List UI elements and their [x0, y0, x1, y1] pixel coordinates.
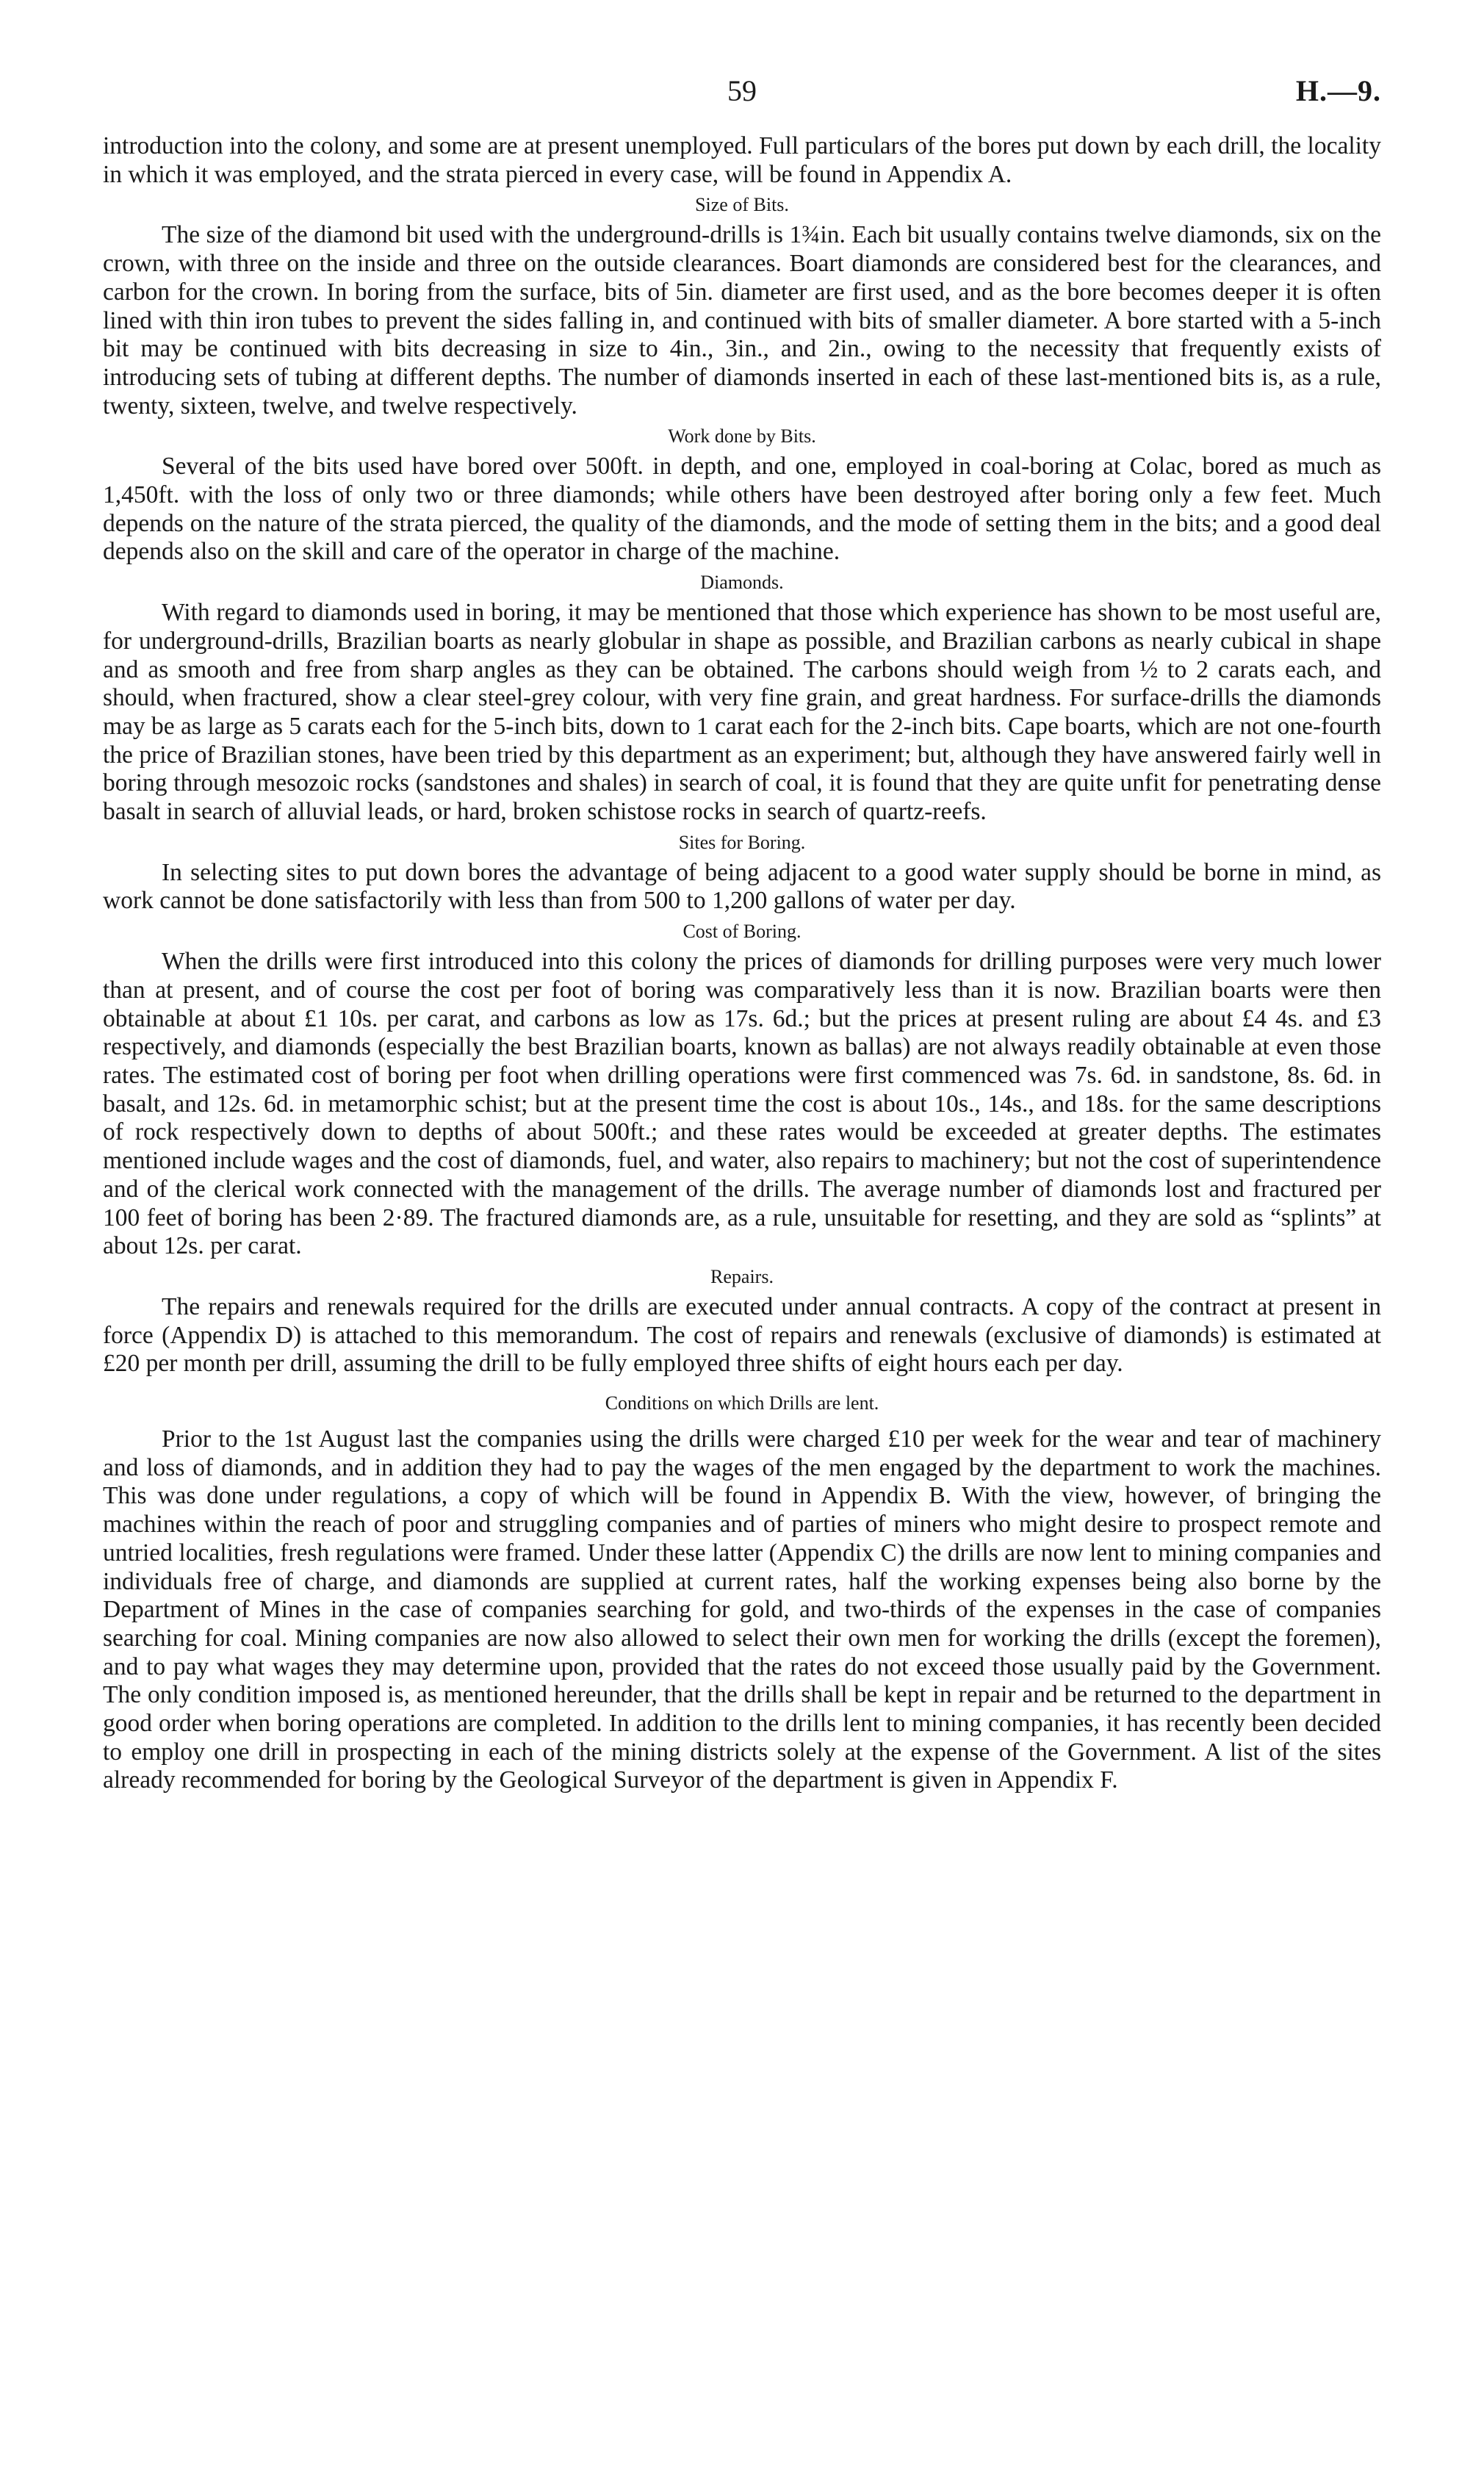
section-body: The repairs and renewals required for the drills are executed under annual contracts. A copy of the contract at present in force (Appendix D) is attached to this memorandum. The cost of repairs and renewals (exclusive of diamonds) is estimated at £20 per month per drill, assuming the drill to be fully employed three shifts of eight hours each per day. [103, 1292, 1381, 1378]
section-body: Several of the bits used have bored over 500ft. in depth, and one, employed in coal-boring at Colac, bored as much as 1,450ft. with the loss of only two or three diamonds; while others have been destroyed after boring only a few feet. Much depends on the nature of the strata pierced, the quality of the diamonds, and the mode of setting them in the bits; and a good deal depends also on the skill and care of the operator in charge of the machine. [103, 453, 1381, 566]
section-body: The size of the diamond bit used with the underground-drills is 1¾in. Each bit usually contains twelve diamonds, six on the crown, with three on the inside and three on the outside clearances. Boart diamonds are considered best for the clearances, and carbon for the crown. In boring from the surface, bits of 5in. diameter are first used, and as the bore becomes deeper it is often lined with thin iron tubes to prevent the sides falling in, and continued with bits of smaller diameter. A bore started with a 5-inch bit may be continued with bits decreasing in size to 4in., 3in., and 2in., owing to the necessity that frequently exists of introducing sets of tubing at different depths. The number of diamonds inserted in each of these last-mentioned bits is, as a rule, twenty, sixteen, twelve, and twelve respectively. [103, 221, 1381, 420]
section-repairs [103, 1265, 1381, 1378]
section-body: With regard to diamonds used in boring, it may be mentioned that those which experience has shown to be most useful are, for underground-drills, Brazilian boarts as nearly globular in shape as possible, and Brazilian carbons as nearly cubical in shape and as smooth and free from sharp angles as they can be obtained. The carbons should weigh from ½ to 2 carats each, and should, when fractured, show a clear steel-grey colour, with very fine grain, and great hardness. For surface-drills the diamonds may be as large as 5 carats each for the 5-inch bits, down to 1 carat each for the 2-inch bits. Cape boarts, which are not one-fourth the price of Brazilian stones, have been tried by this department as an experiment; but, although they have answered fairly well in boring through mesozoic rocks (sandstones and shales) in search of coal, it is found that they are quite unfit for penetrating dense basalt in search of alluvial leads, or hard, broken schistose rocks in search of quartz-reefs. [103, 599, 1381, 826]
document-page [103, 73, 1381, 2425]
section-sites-for-boring [103, 831, 1381, 916]
section-heading: Size of Bits. [695, 194, 789, 216]
intro-paragraph: introduction into the colony, and some are at present unemployed. Full particulars of the bores put down by each drill, the locality in which it was employed, and the strata pierced in every case, will be found in Appendix A. [103, 132, 1381, 188]
section-heading: Repairs. [710, 1265, 774, 1287]
section-heading: Work done by Bits. [668, 425, 816, 447]
section-heading: Sites for Boring. [678, 831, 806, 853]
section-conditions-on-which-drills-are-lent [103, 1392, 1381, 1795]
section-work-done-by-bits [103, 425, 1381, 566]
section-body: In selecting sites to put down bores the advantage of being adjacent to a good water supply should be borne in mind, as work cannot be done satisfactorily with less than from 500 to 1,200 gallons of water per day. [103, 858, 1381, 915]
section-body: Prior to the 1st August last the companies using the drills were charged £10 per week for the wear and tear of machinery and loss of diamonds, and in addition they had to pay the wages of the men engaged by the department to work the machines. This was done under regulations, a copy of which will be found in Appendix B. With the view, however, of bringing the machines within the reach of poor and struggling companies and of parties of miners who might desire to prospect remote and untried localities, fresh regulations were framed. Under these latter (Appendix C) the drills are now lent to mining companies and individuals free of charge, and diamonds are supplied at current rates, half the working expenses being also borne by the Department of Mines in the case of companies searching for gold, and two-thirds of the expenses in the case of companies searching for coal. Mining companies are now also allowed to select their own men for working the drills (except the foremen), and to pay what wages they may determine upon, provided that the rates do not exceed those usually paid by the Government. The only condition imposed is, as mentioned hereunder, that the drills shall be kept in repair and be returned to the department in good order when boring operations are completed. In addition to the drills lent to mining companies, it has recently been decided to employ one drill in prospecting in each of the mining districts solely at the expense of the Government. A list of the sites already recommended for boring by the Geological Surveyor of the department is given in Appendix F. [103, 1425, 1381, 1794]
section-heading: Conditions on which Drills are lent. [605, 1392, 879, 1414]
section-body: When the drills were first introduced into this colony the prices of diamonds for drilling purposes were very much lower than at present, and of course the cost per foot of boring was comparatively less than it is now. Brazilian boarts were then obtainable at about £1 10s. per carat, and carbons as low as 17s. 6d.; but the prices at present ruling are about £4 4s. and £3 respectively, and diamonds (especially the best Brazilian boarts, known as ballas) are not always readily obtainable at even those rates. The estimated cost of boring per foot when drilling operations were first commenced was 7s. 6d. in sandstone, 8s. 6d. in basalt, and 12s. 6d. in metamorphic schist; but at the present time the cost is about 10s., 14s., and 18s. for the same descriptions of rock respectively down to depths of about 500ft.; and these rates would be exceeded at greater depths. The estimates mentioned include wages and the cost of diamonds, fuel, and water, also repairs to machinery; but not the cost of superintendence and of the clerical work connected with the management of the drills. The average number of diamonds lost and fractured per 100 feet of boring has been 2·89. The fractured diamonds are, as a rule, unsuitable for resetting, and they are sold as “splints” at about 12s. per carat. [103, 948, 1381, 1260]
section-cost-of-boring [103, 920, 1381, 1261]
page-number: 59 [727, 74, 757, 107]
document-reference: H.—9. [1295, 74, 1381, 107]
section-diamonds [103, 571, 1381, 827]
page-header [103, 73, 1381, 132]
section-size-of-bits [103, 193, 1381, 420]
section-heading: Diamonds. [700, 572, 784, 594]
section-heading: Cost of Boring. [682, 921, 802, 943]
